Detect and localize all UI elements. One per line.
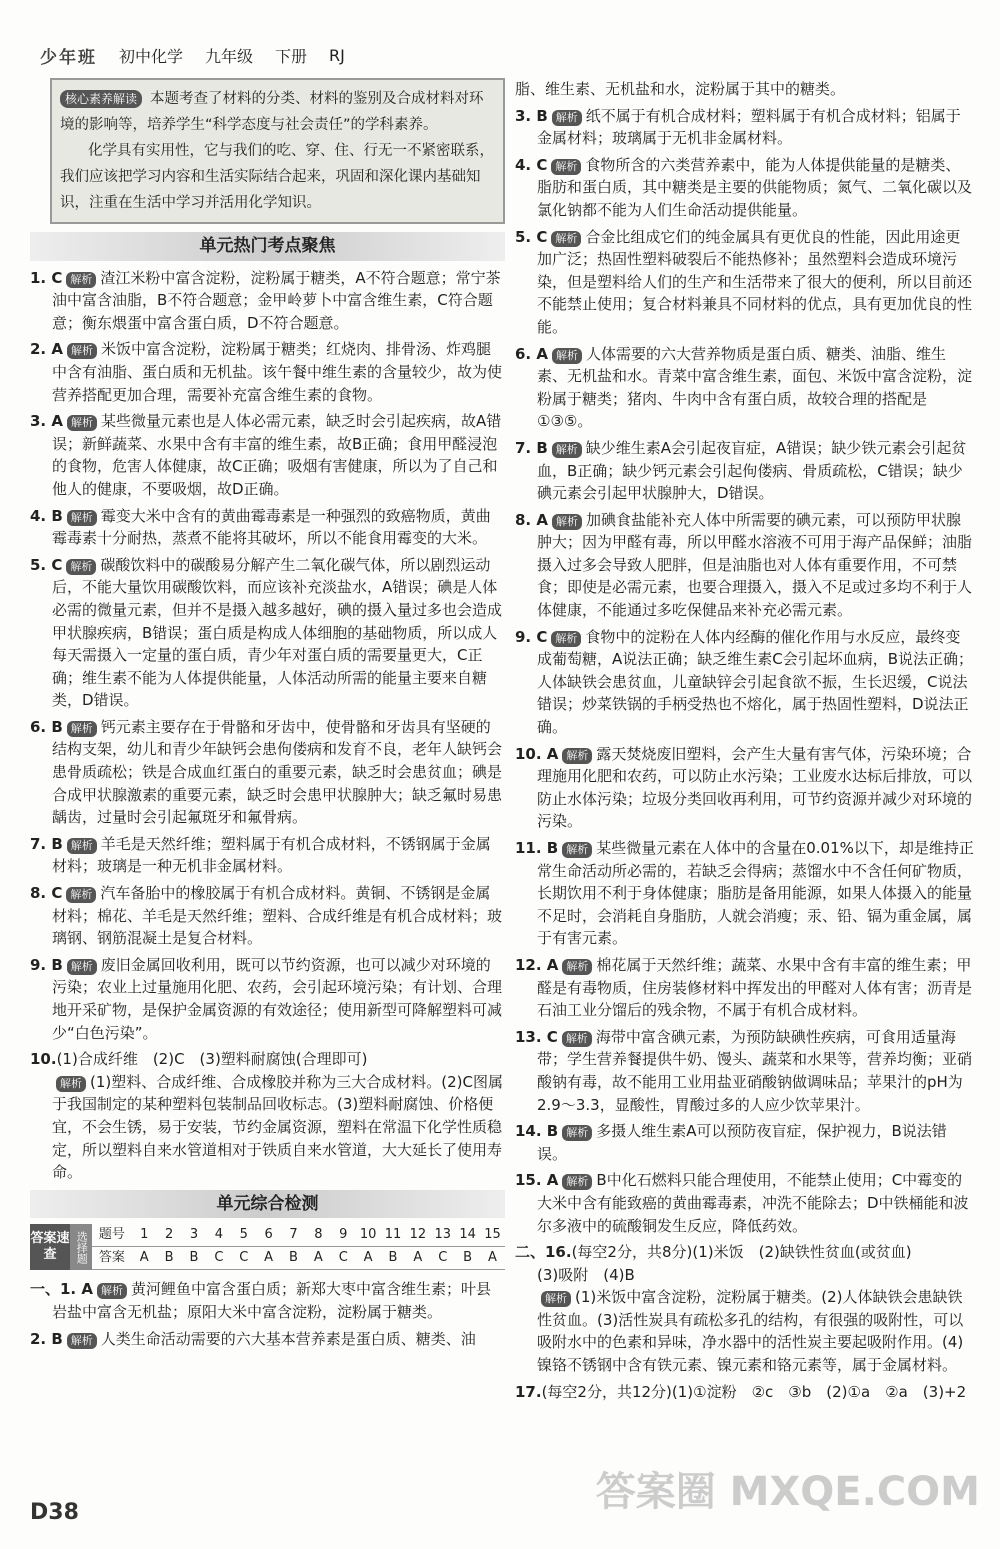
item-text: 渣江米粉中富含淀粉，淀粉属于糖类，A不符合题意；常宁茶油中富含油脂，B不符合题意；金甲岭萝卜中富含维生素，C符合题意；衡东煨蛋中富含蛋白质，D不符合题意。 <box>52 268 501 332</box>
item-num: 2. A <box>30 340 63 359</box>
analysis-badge: 解析 <box>551 231 581 247</box>
analysis-badge: 解析 <box>562 959 592 975</box>
analysis-badge: 解析 <box>562 1174 592 1190</box>
item-num: 3. A <box>30 412 63 431</box>
answer-item <box>515 743 975 833</box>
item-num: 11. B <box>515 839 559 857</box>
item-text: 棉花属于天然纤维；蔬菜、水果中含有丰富的维生素；甲醛是有毒物质，住房装修材料中挥发出的甲醛对人体有害；沥青是石油工业分馏后的残余物，不属于有机合成材料。 <box>537 955 973 1020</box>
table-cell-ans: C <box>239 1250 249 1266</box>
item-text: 黄河鲤鱼中富含蛋白质；新郑大枣中富含维生素；叶县岩盐中富含无机盐；原阳大米中富含淀粉，淀粉属于糖类。 <box>52 1280 491 1321</box>
item-text: 碳酸饮料中的碳酸易分解产生二氧化碳气体，所以剧烈运动后，不能大量饮用碳酸饮料，而应该补充淡盐水，A错误；碘是人体必需的微量元素，但并不是摄入越多越好，碘的摄入量过多也会造成甲状腺疾病，B错误；蛋白质是构成人体细胞的基础物质，所以成人每天需摄入一定量的蛋白质，青少年对蛋白质的需要量更大，C正确；维生素不能为人体提供能量，人体活动所需的能量主要来自糖类，D错误。 <box>52 555 503 710</box>
analysis-badge: 解析 <box>562 1031 592 1047</box>
item-text: 人体需要的六大营养物质是蛋白质、糖类、油脂、维生素、无机盐和水。青菜中富含维生素，面包、米饭中富含淀粉，淀粉属于糖类；猪肉、牛肉中含有蛋白质，故较合理的搭配是①③⑤。 <box>537 344 973 431</box>
answer-item <box>515 105 975 150</box>
item-num: 7. B <box>30 834 63 853</box>
table-cell-ans: C <box>438 1250 448 1266</box>
item-num: 1. C <box>30 268 63 287</box>
brand-logo: 少年班 <box>40 47 97 68</box>
subject: 初中化学 <box>119 46 184 66</box>
core-literacy-box <box>50 78 505 224</box>
box-p2: 化学具有实用性，它与我们的吃、穿、住、行无一不紧密联系，我们应该把学习内容和生活实际结合起来，巩固和深化课内基础知识，注重在生活中学习并活用化学知识。 <box>60 143 494 211</box>
item-text: 霉变大米中含有的黄曲霉毒素是一种强烈的致癌物质，黄曲霉毒素十分耐热，蒸煮不能将其破坏，所以不能食用霉变的大米。 <box>52 506 491 548</box>
table-cell-num: 1 <box>140 1227 149 1243</box>
analysis-badge: 解析 <box>67 838 97 854</box>
page-number: D38 <box>30 1500 79 1525</box>
answer-item <box>515 509 975 622</box>
q16-text: (1)米饭中富含淀粉，淀粉属于糖类。(2)人体缺铁会患缺铁性贫血。(3)活性炭具有疏松多孔的结构，有很强的吸附性，可以吸附水中的色素和异味，净水器中的活性炭主要起吸附作用。(4)镍铬不锈钢中含有铁元素、镍元素和铬元素等，属于金属材料。 <box>537 1288 964 1375</box>
analysis-badge: 解析 <box>541 1291 571 1307</box>
table-cell-ans: A <box>139 1250 149 1266</box>
answer-item <box>515 1120 975 1165</box>
table-cell-num: 3 <box>189 1227 199 1243</box>
right-answer-list <box>515 105 975 1238</box>
box-tag: 核心素养解读 <box>60 90 142 108</box>
item-num: 5. C <box>515 227 548 246</box>
left-tail-list <box>30 1278 505 1350</box>
answer-item <box>515 626 975 739</box>
analysis-badge: 解析 <box>97 1283 127 1299</box>
table-cell-ans: C <box>338 1250 348 1266</box>
item-text: 露天焚烧废旧塑料，会产生大量有害气体，污染环境；合理施用化肥和农药，可以防止水污染；工业废水达标后排放，可以防止水体污染；垃圾分类回收再利用，可节约资源并减少对环境的污染。 <box>537 744 973 831</box>
answer-item <box>515 226 975 339</box>
table-head-num: 题号 <box>98 1227 125 1243</box>
item-text: 多摄人维生素A可以预防夜盲症，保护视力，B说法错误。 <box>537 1122 947 1163</box>
item-num: 6. A <box>515 344 548 363</box>
box-p1: 本题考查了材料的分类、材料的鉴别及合成材料对环境的影响等，培养学生“科学态度与社会责任”的学科素养。 <box>60 91 484 133</box>
analysis-badge: 解析 <box>67 959 97 975</box>
table-cell-num: 4 <box>214 1227 224 1243</box>
item-text: 废旧金属回收利用，既可以节约资源，也可以减少对环境的污染；农业上过量施用化肥、农药，会引起环境污染；有计划、合理地开采矿物，是保护金属资源的有效途径；使用新型可降解塑料可减少“白色污染”。 <box>52 955 503 1042</box>
item-text: 缺少维生素A会引起夜盲症，A错误；缺少铁元素会引起贫血，B正确；缺少钙元素会引起佝偻病、骨质疏松，C错误；缺少碘元素会引起甲状腺肿大，D错误。 <box>537 438 967 503</box>
section-title-hot: 单元热门考点聚焦 <box>30 232 505 261</box>
analysis-badge: 解析 <box>552 348 582 364</box>
answer-item <box>515 1026 975 1116</box>
table-cell-ans: B <box>463 1250 473 1266</box>
q17-num: 17. <box>515 1382 542 1401</box>
table-cell-num: 14 <box>459 1227 476 1243</box>
watermark-logo: 答案圈 MXQE.COM <box>595 1469 980 1515</box>
item-num: 12. A <box>515 955 559 974</box>
page-header <box>40 40 510 70</box>
item-text: 米饭中富含淀粉，淀粉属于糖类；红烧肉、排骨汤、炸鸡腿中含有油脂、蛋白质和无机盐。该午餐中维生素的含量较少，故为使营养搭配更加合理，需要补充富含维生素的食物。 <box>52 340 503 404</box>
item-text: 某些微量元素在人体中的含量在0.01%以下，却是维持正常生命活动所必需的，若缺乏会得病；蒸馏水中不含任何矿物质，长期饮用不利于身体健康；脂肪是备用能源，如果人体摄入的能量不足时，会消耗自身脂肪，人就会消瘦；汞、铅、镉为重金属，属于有害元素。 <box>537 839 974 948</box>
table-cell-ans: A <box>363 1250 373 1266</box>
table-cell-ans: A <box>264 1250 274 1266</box>
analysis-badge: 解析 <box>552 442 582 458</box>
item-num: 13. C <box>515 1027 558 1046</box>
table-cell-num: 5 <box>239 1227 248 1243</box>
analysis-badge: 解析 <box>66 887 96 903</box>
table-cell-num: 15 <box>484 1227 501 1243</box>
item-text: 纸不属于有机合成材料；塑料属于有机合成材料；铝属于金属材料；玻璃属于无机非金属材料。 <box>537 106 961 148</box>
answer-item <box>30 954 505 1044</box>
table-cell-num: 6 <box>264 1227 273 1243</box>
analysis-badge: 解析 <box>67 1333 97 1349</box>
item-text: 加碘食盐能补充人体中所需要的碘元素，可以预防甲状腺肿大；因为甲醛有毒，所以甲醛水溶液不可用于海产品保鲜；油脂摄入过多会导致人肥胖，但是油脂也对人体有重要作用，不可禁食；即使是必需元素，也要合理摄入，摄入不足或过多均不利于人体健康，不能通过多吃保健品来补充必需元素。 <box>537 510 973 620</box>
analysis-badge: 解析 <box>66 272 96 288</box>
item-num: 4. B <box>30 506 63 525</box>
item-text: B中化石燃料只能合理使用，不能禁止使用；C中霉变的大米中含有能致癌的黄曲霉毒素，冲洗不能除去；D中铁桶能和波尔多液中的硫酸铜发生反应，降低药效。 <box>537 1171 969 1235</box>
table-cell-ans: C <box>214 1250 224 1266</box>
table-label: 答案速查 <box>30 1224 70 1270</box>
q10-answer: (1)合成纤维 (2)C (3)塑料耐腐蚀(合理即可) <box>56 1050 368 1069</box>
item-num: 9. C <box>515 627 548 646</box>
answer-item <box>30 882 505 950</box>
q16 <box>515 1241 975 1377</box>
answer-table <box>30 1224 505 1270</box>
item-num: 2. B <box>30 1329 63 1348</box>
item-num: 14. B <box>515 1122 559 1141</box>
answer-item <box>30 410 505 500</box>
edition: RJ <box>329 45 345 65</box>
analysis-badge: 解析 <box>551 631 581 647</box>
q17 <box>515 1381 975 1404</box>
item-num: 5. C <box>30 555 63 574</box>
table-cell-num: 7 <box>289 1227 298 1243</box>
left-column <box>30 78 505 1354</box>
answer-item <box>30 1328 505 1351</box>
section-title-test: 单元综合检测 <box>30 1190 505 1219</box>
item-text: 食物中的淀粉在人体内经酶的催化作用与水反应，最终变成葡萄糖，A说法正确；缺乏维生素C会引起坏血病，B说法正确；人体缺铁会患贫血，儿童缺锌会引起食欲不振，生长迟缓，C说法错误；炒菜铁锅的手柄受热也不熔化，属于热固性塑料，D说法正确。 <box>537 627 974 737</box>
table-cell-ans: A <box>413 1250 423 1266</box>
q16-answer2: (3)吸附 (4)B <box>537 1265 635 1284</box>
table-cell-num: 8 <box>314 1227 323 1243</box>
analysis-badge: 解析 <box>562 748 592 764</box>
table-row-numbers <box>92 1224 505 1247</box>
answer-item <box>30 1278 505 1323</box>
answer-item <box>515 837 975 950</box>
answer-item <box>515 154 975 222</box>
table-row-answers <box>92 1247 505 1270</box>
grade: 九年级 <box>205 46 254 66</box>
continued-text: 脂、维生素、无机盐和水，淀粉属于其中的糖类。 <box>515 80 846 98</box>
answer-item <box>515 954 975 1022</box>
item-num: 8. C <box>30 884 63 903</box>
item-num: 10. A <box>515 744 559 763</box>
table-cell-ans: B <box>189 1250 199 1266</box>
analysis-badge: 解析 <box>562 1125 592 1141</box>
item-text: 汽车备胎中的橡胶属于有机合成材料。黄铜、不锈钢是金属材料；棉花、羊毛是天然纤维；塑料、合成纤维是有机合成材料；玻璃钢、钢筋混凝土是复合材料。 <box>52 884 503 948</box>
item-num: 4. C <box>515 155 548 174</box>
table-cell-ans: A <box>313 1250 323 1266</box>
table-cell-ans: B <box>388 1250 398 1266</box>
item-text: 人类生命活动需要的六大基本营养素是蛋白质、糖类、油 <box>100 1329 476 1348</box>
table-cell-num: 12 <box>409 1227 427 1243</box>
answer-item <box>30 267 505 335</box>
item-text: 某些微量元素也是人体必需元素，缺乏时会引起疾病，故A错误；新鲜蔬菜、水果中含有丰富的维生素，故B正确；食用甲醛浸泡的食物，危害人体健康，故C正确；吸烟有害健康，所以为了自己和他人的健康，不要吸烟，故D正确。 <box>52 412 502 498</box>
q16-answer: (每空2分，共8分)(1)米饭 (2)缺铁性贫血(或贫血) <box>571 1243 912 1262</box>
analysis-badge: 解析 <box>67 343 97 359</box>
answer-item <box>30 505 505 550</box>
right-column <box>515 78 975 1407</box>
q10 <box>30 1048 505 1184</box>
analysis-badge: 解析 <box>56 1076 86 1092</box>
answer-item <box>515 437 975 505</box>
analysis-badge: 解析 <box>552 110 582 126</box>
table-cell-ans: B <box>164 1250 174 1266</box>
item-num: 15. A <box>515 1171 559 1190</box>
answer-item <box>30 554 505 712</box>
table-sub: 选择题 <box>70 1224 92 1270</box>
table-cell-num: 10 <box>359 1227 377 1243</box>
q16-num: 二、16. <box>515 1243 572 1262</box>
item-text: 合金比组成它们的纯金属具有更优良的性能，因此用途更加广泛；热固性塑料破裂后不能热修补；虽然塑料会造成环境污染，但是塑料给人们的生产和生活带来了很大的便利，所以目前还不能禁止使用；复合材料兼具不同材料的优点，具有更加优良的性能。 <box>537 227 973 336</box>
table-cell-ans: B <box>289 1250 298 1266</box>
table-cell-num: 13 <box>434 1227 452 1243</box>
left-answer-list <box>30 267 505 1045</box>
analysis-badge: 解析 <box>552 514 582 530</box>
analysis-badge: 解析 <box>67 415 97 431</box>
answer-item <box>30 833 505 878</box>
answer-item <box>30 716 505 829</box>
item-text: 食物所含的六类营养素中，能为人体提供能量的是糖类、脂肪和蛋白质，其中糖类是主要的供能物质；氮气、二氧化碳以及氯化钠都不能为人们生命活动提供能量。 <box>537 155 973 219</box>
analysis-badge: 解析 <box>66 559 96 575</box>
item-num: 8. A <box>515 510 548 529</box>
item-text: 海带中富含碘元素，为预防缺碘性疾病，可食用适量海带；学生营养餐提供牛奶、馒头、蔬菜和水果等，营养均衡；亚硝酸钠有毒，故不能用工业用盐亚硝酸钠做调味品；苹果汁的pH为2.9～3.3，显酸性，胃酸过多的人应少饮苹果汁。 <box>537 1027 973 1114</box>
volume: 下册 <box>275 46 308 66</box>
answer-item <box>515 1169 975 1237</box>
item-text: 羊毛是天然纤维；塑料属于有机合成材料，不锈钢属于金属材料；玻璃是一种无机非金属材料。 <box>52 834 491 876</box>
table-cell-num: 11 <box>384 1227 402 1243</box>
item-num: 9. B <box>30 955 63 974</box>
analysis-badge: 解析 <box>67 510 97 526</box>
q10-num: 10. <box>30 1050 57 1069</box>
table-head-ans: 答案 <box>98 1250 125 1266</box>
analysis-badge: 解析 <box>67 721 97 737</box>
item-num: 3. B <box>515 106 548 125</box>
q17-answer: (每空2分，共12分)(1)①淀粉 ②c ③b (2)①a ②a (3)+2 <box>541 1382 967 1401</box>
table-grid <box>92 1224 505 1270</box>
q10-text: (1)塑料、合成纤维、合成橡胶并称为三大合成材料。(2)C图属于我国制定的某种塑料包装制品回收标志。(3)塑料耐腐蚀、价格便宜，不会生锈，易于安装，节约金属资源，塑料在常温下化学性质稳定，所以塑料自来水管道相对于铁质自来水管道，大大延长了使用寿命。 <box>52 1072 503 1182</box>
answer-item <box>515 343 975 433</box>
analysis-badge: 解析 <box>562 842 592 858</box>
item-num: 6. B <box>30 717 63 736</box>
table-cell-ans: A <box>488 1250 497 1266</box>
table-cell-num: 2 <box>164 1227 174 1243</box>
item-text: 钙元素主要存在于骨骼和牙齿中，使骨骼和牙齿具有坚硬的结构支架，幼儿和青少年缺钙会患佝偻病和发育不良，老年人缺钙会患骨质疏松；铁是合成血红蛋白的重要元素，缺乏时会患贫血；碘是合成甲状腺激素的重要元素，缺乏时会患甲状腺肿大；缺乏氟时易患龋齿，过量时会引起氟斑牙和氟骨病。 <box>52 717 503 827</box>
item-num: 7. B <box>515 438 548 457</box>
table-cell-num: 9 <box>339 1227 348 1243</box>
answer-item <box>30 338 505 406</box>
item-num: 一、1. A <box>30 1280 93 1299</box>
analysis-badge: 解析 <box>551 159 581 175</box>
